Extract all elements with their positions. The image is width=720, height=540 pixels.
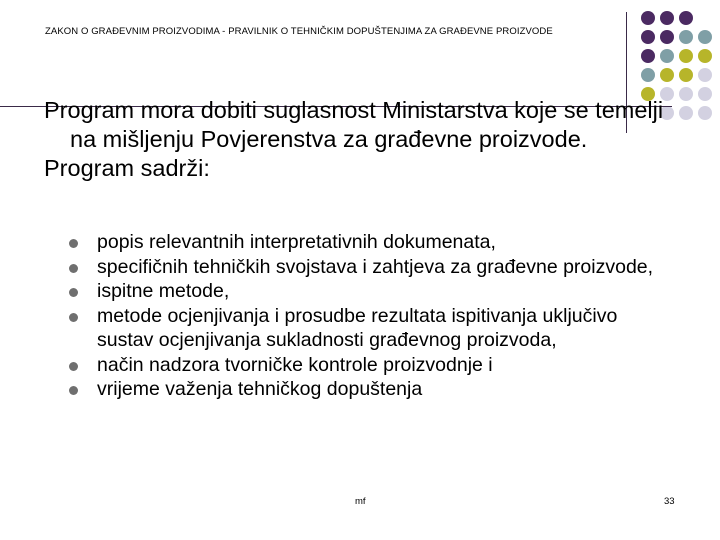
decorative-dot [679, 106, 693, 120]
bullet-dot-icon [69, 362, 78, 371]
decorative-dot [698, 49, 712, 63]
bullet-text: specifičnih tehničkih svojstava i zahtjeva za građevne proizvode, [97, 255, 654, 278]
decorative-dot [641, 30, 655, 44]
decorative-dot [698, 106, 712, 120]
decorative-dot [641, 11, 655, 25]
bullet-text: vrijeme važenja tehničkog dopuštenja [97, 378, 423, 400]
bullet-text: metode ocjenjivanja i prosudbe rezultata ispitivanja uključivo sustav ocjenjivanja sukladnosti građevnog proizvoda, [97, 304, 618, 351]
decorative-dot [679, 11, 693, 25]
intro-paragraph: Program mora dobiti suglasnost Ministarstva koje se temelji na mišljenju Povjerenstva za građevne proizvode. [44, 97, 664, 152]
decorative-dot [698, 30, 712, 44]
bullet-text: ispitne metode, [97, 280, 230, 302]
bullet-dot-icon [69, 386, 78, 395]
page-number: 33 [664, 496, 675, 507]
decorative-dot [679, 30, 693, 44]
intro-paragraph: Program sadrži: [44, 155, 210, 181]
bullet-dot-icon [69, 239, 78, 248]
bullet-item [66, 353, 656, 378]
decorative-dot [679, 87, 693, 101]
decorative-dot [660, 49, 674, 63]
decorative-dot [698, 87, 712, 101]
bullet-item [66, 304, 656, 353]
bullet-dot-icon [69, 288, 78, 297]
decorative-dot [660, 30, 674, 44]
bullet-item [66, 279, 656, 304]
decorative-dot [641, 49, 655, 63]
bullet-item [66, 255, 656, 280]
bullet-text: način nadzora tvorničke kontrole proizvodnje i [97, 353, 493, 376]
bullet-text: popis relevantnih interpretativnih dokumenata, [97, 231, 496, 253]
footer-author: mf [355, 496, 366, 507]
decorative-dot [679, 68, 693, 82]
content-bullet-list [66, 230, 656, 402]
decorative-dot [679, 49, 693, 63]
bullet-dot-icon [69, 264, 78, 273]
intro-text [44, 96, 674, 183]
decorative-dot [698, 68, 712, 82]
decorative-dot [641, 68, 655, 82]
document-header: ZAKON O GRAĐEVNIM PROIZVODIMA - PRAVILNIK O TEHNIČKIM DOPUŠTENJIMA ZA GRAĐEVNE PROIZVODE [45, 26, 553, 37]
bullet-dot-icon [69, 313, 78, 322]
bullet-item [66, 377, 656, 402]
decorative-dot [660, 11, 674, 25]
decorative-dot [660, 68, 674, 82]
bullet-item [66, 230, 656, 255]
